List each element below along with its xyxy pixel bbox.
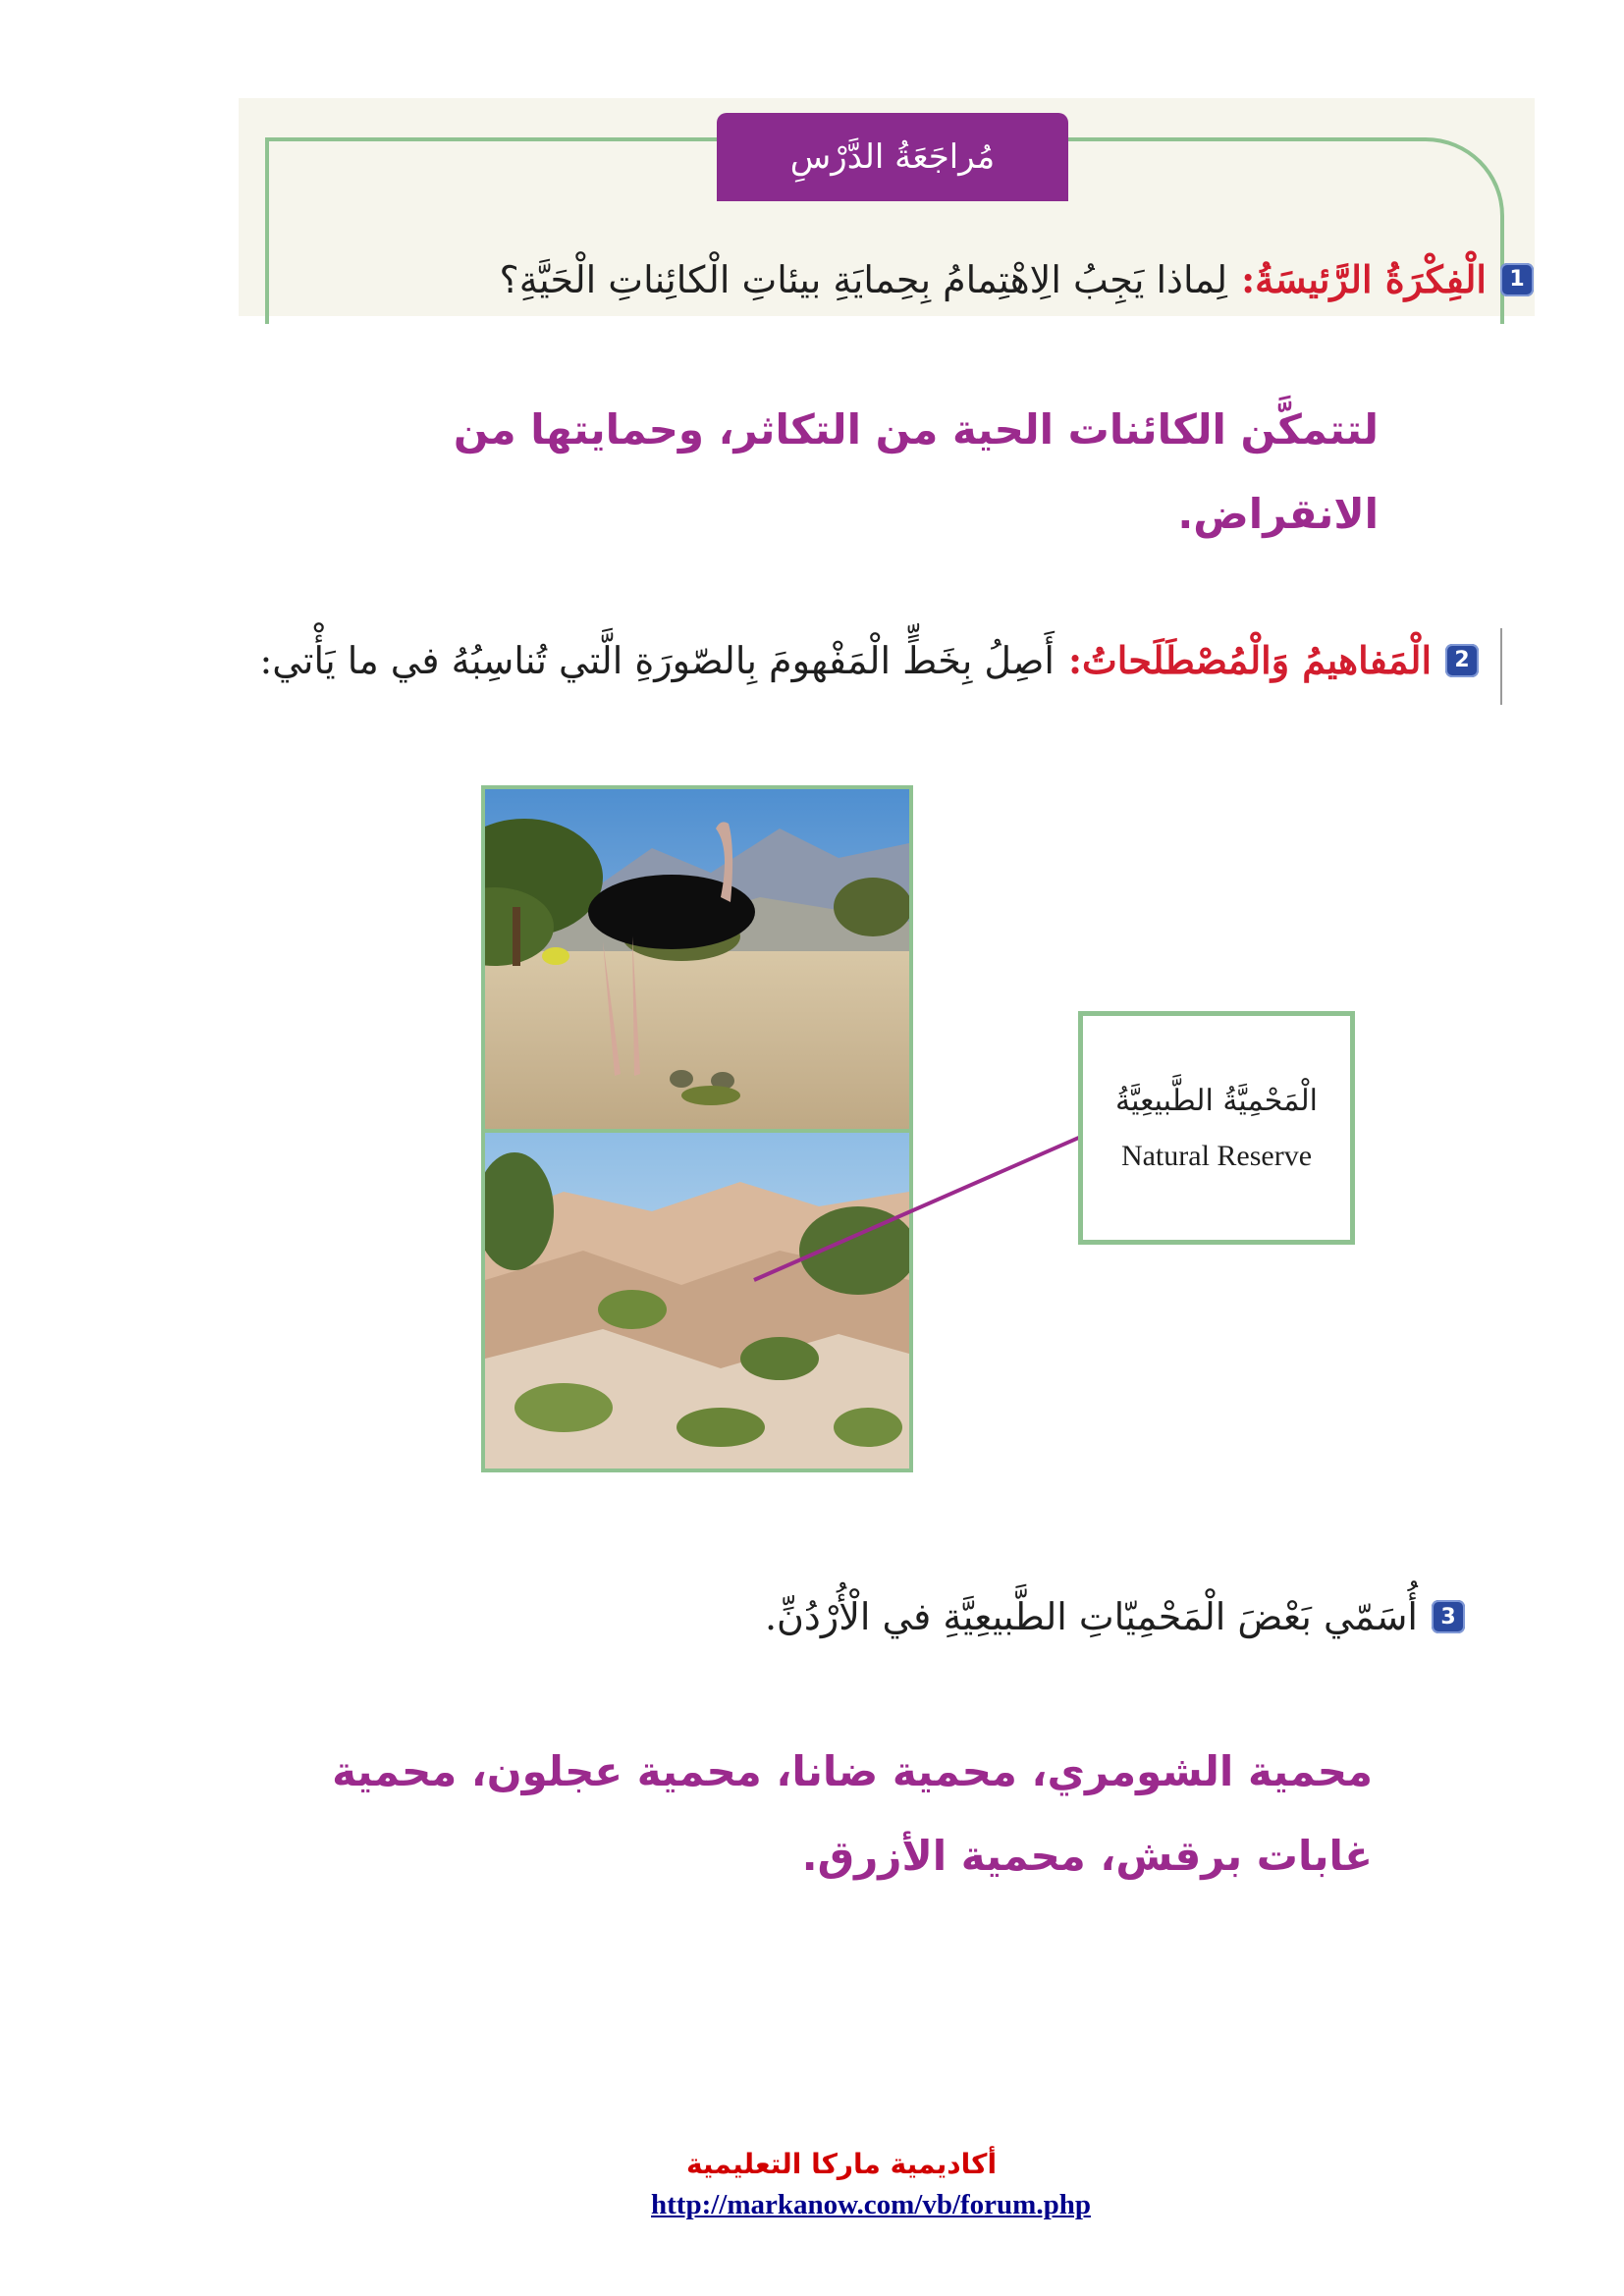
answer-3 — [332, 1730, 1373, 1898]
footer-link[interactable]: http://markanow.com/vb/forum.php — [651, 2189, 1091, 2220]
question-3 — [765, 1595, 1465, 1638]
footer-academy-name: أكاديمية ماركا التعليمية — [685, 2148, 998, 2180]
answer-1 — [454, 388, 1379, 557]
question-number-badge: 3 — [1432, 1600, 1465, 1633]
question-1-key: الْفِكْرَةُ الرَّئيسَةُ: — [1241, 257, 1487, 301]
photo-pair — [481, 785, 913, 1472]
answer-1-line-1: لتتمكَّن الكائنات الحية من التكاثر، وحمايتها من — [453, 405, 1379, 454]
lesson-review-title: مُراجَعَةُ الدَّرْسِ — [789, 137, 996, 177]
term-arabic: الْمَحْمِيَّةُ الطَّبيعِيَّةُ — [1114, 1083, 1318, 1118]
question-3-text: أُسَمّي بَعْضَ الْمَحْمِيّاتِ الطَّبيعِيَّةِ في الْأُرْدُنِّ. — [764, 1595, 1418, 1638]
term-box — [1078, 1011, 1355, 1245]
question-1 — [500, 257, 1534, 301]
question-number-badge: 1 — [1500, 263, 1534, 296]
question-2-text: أَصِلُ بِخَطٍّ الْمَفْهومَ بِالصّورَةِ الَّتي تُناسِبُهُ في ما يَأْتي: — [259, 638, 1055, 682]
question-2 — [259, 638, 1479, 682]
answer-1-line-2: الانقراض. — [1177, 490, 1379, 538]
question-1-text: لِماذا يَجِبُ الِاهْتِمامُ بِحِمايَةِ بيئاتِ الْكائِناتِ الْحَيَّةِ؟ — [499, 257, 1228, 301]
ostrich-photo — [485, 789, 909, 1129]
lesson-review-tab — [717, 113, 1068, 201]
answer-3-line-1: محمية الشومري، محمية ضانا، محمية عجلون، محمية — [332, 1747, 1373, 1795]
question-number-badge: 2 — [1445, 644, 1479, 677]
natural-reserve-photo — [485, 1133, 909, 1468]
question-2-key: الْمَفاهيمُ وَالْمُصْطَلَحاتُ: — [1068, 638, 1432, 682]
answer-3-line-2: غابات برقش، محمية الأزرق. — [801, 1832, 1373, 1880]
term-english: Natural Reserve — [1120, 1139, 1313, 1172]
question-2-marker — [1500, 628, 1502, 705]
